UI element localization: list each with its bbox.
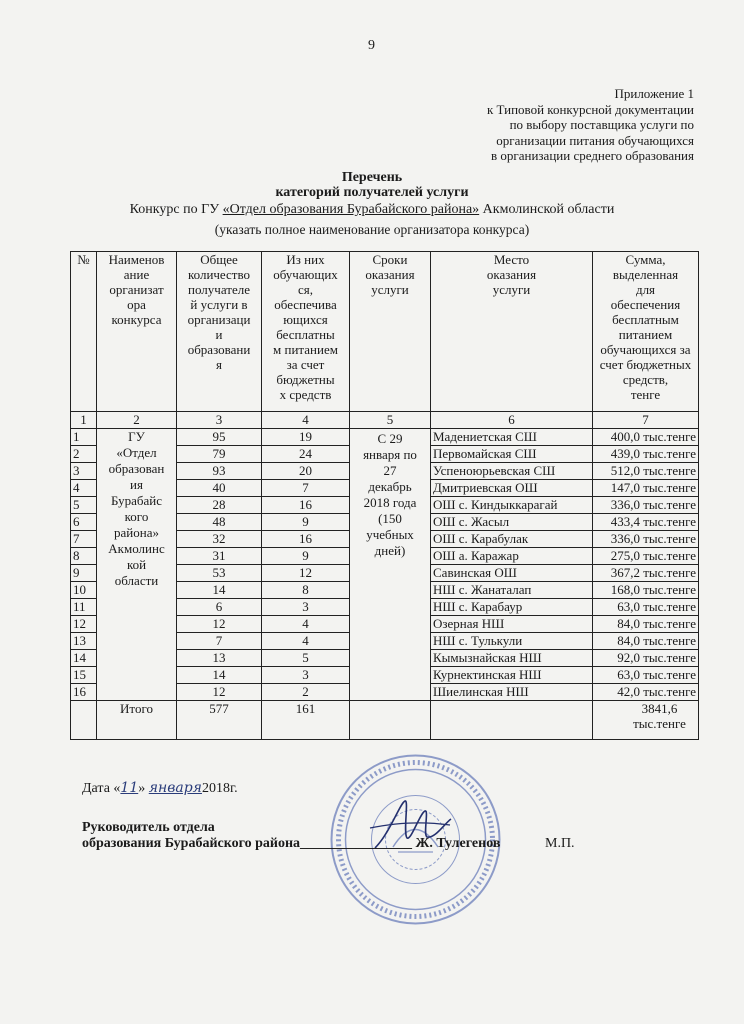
appendix-line: Приложение 1 [614,86,694,101]
service-place-cell: НШ с. Карабаур [431,599,593,616]
date-month: января [148,780,202,796]
total-recipients-cell: 6 [177,599,262,616]
total-recipients-sum: 577 [177,701,262,740]
free-meals-cell: 7 [262,480,350,497]
contest-suffix: Акмолинской области [479,202,615,217]
row-number: 14 [71,650,97,667]
free-meals-cell: 8 [262,582,350,599]
row-number: 1 [71,429,97,446]
amount-cell: 336,0 тыс.тенге [593,497,699,514]
total-recipients-cell: 12 [177,684,262,701]
service-place-cell: ОШ с. Жасыл [431,514,593,531]
header-service-term: Сроки оказания услуги [350,252,431,412]
row-number: 5 [71,497,97,514]
row-number: 15 [71,667,97,684]
header-number: № [71,252,97,412]
date-prefix: Дата « [82,781,121,796]
header-service-place: Место оказания услуги [431,252,593,412]
contest-line [0,202,744,218]
service-place-cell: ОШ с. Киндыккарагай [431,497,593,514]
header-amount: Сумма, выделенная для обеспечения бесплатным питанием обучающихся за счет бюджетных средств, тенге [593,252,699,412]
amount-cell: 512,0 тыс.тенге [593,463,699,480]
column-number: 2 [97,412,177,429]
amount-cell: 63,0 тыс.тенге [593,667,699,684]
service-place-cell: Первомайская СШ [431,446,593,463]
appendix-line: к Типовой конкурсной документации [486,101,694,117]
signature-underline: ________________ [300,836,413,851]
service-place-cell: Шиелинская НШ [431,684,593,701]
free-meals-cell: 4 [262,616,350,633]
service-place-cell: Курнектинская НШ [431,667,593,684]
date-mid: » [138,781,149,796]
header-organizer: Наименов ание организат ора конкурса [97,252,177,412]
amount-cell: 439,0 тыс.тенге [593,446,699,463]
column-number: 5 [350,412,431,429]
title-line-1: Перечень [341,170,403,185]
free-meals-cell: 4 [262,633,350,650]
total-recipients-cell: 13 [177,650,262,667]
free-meals-cell: 5 [262,650,350,667]
service-place-cell: Успеноюрьевская СШ [431,463,593,480]
free-meals-cell: 24 [262,446,350,463]
organizer-cell: ГУ «Отдел образован ия Бурабайс кого района» Акмолинс кой области [97,429,177,701]
free-meals-cell: 9 [262,548,350,565]
contest-organizer: «Отдел образования Бурабайского района» [222,202,480,217]
header-free-meals: Из них обучающих ся, обеспечива ющихся бесплатны м питанием за счет бюджетны х средств [262,252,350,412]
free-meals-cell: 9 [262,514,350,531]
service-place-cell: НШ с. Жанаталап [431,582,593,599]
total-recipients-cell: 28 [177,497,262,514]
title-line-2: категорий получателей услуги [275,185,469,200]
column-number: 6 [431,412,593,429]
date-day: 11 [120,780,139,796]
signature-block [82,820,500,852]
column-number: 3 [177,412,262,429]
free-meals-cell: 12 [262,565,350,582]
appendix-block [487,86,694,164]
service-place-cell: НШ с. Тулькули [431,633,593,650]
column-numbers-row [71,412,699,429]
amount-cell: 336,0 тыс.тенге [593,531,699,548]
free-meals-cell: 20 [262,463,350,480]
service-place-cell: Кымызнайская НШ [431,650,593,667]
row-number: 12 [71,616,97,633]
head-title-line-2 [82,836,500,852]
total-recipients-cell: 48 [177,514,262,531]
total-number-cell [71,701,97,740]
amount-cell: 84,0 тыс.тенге [593,633,699,650]
total-recipients-cell: 7 [177,633,262,650]
free-meals-cell: 3 [262,667,350,684]
head-department: образования Бурабайского района [82,836,301,851]
row-number: 3 [71,463,97,480]
service-term-cell: С 29 января по 27 декабрь 2018 года (150 учебных дней) [350,429,431,701]
total-recipients-cell: 93 [177,463,262,480]
service-place-cell: ОШ а. Каражар [431,548,593,565]
contest-prefix: Конкурс по ГУ [129,202,223,217]
total-row [71,701,699,740]
total-label: Итого [97,701,177,740]
free-meals-cell: 16 [262,531,350,548]
service-place-cell: Мадениетская СШ [431,429,593,446]
amount-cell: 168,0 тыс.тенге [593,582,699,599]
total-recipients-cell: 95 [177,429,262,446]
total-recipients-cell: 12 [177,616,262,633]
row-number: 7 [71,531,97,548]
total-amount: 3841,6 тыс.тенге [593,701,699,740]
row-number: 13 [71,633,97,650]
amount-cell: 400,0 тыс.тенге [593,429,699,446]
table-header-row [71,252,699,412]
row-number: 6 [71,514,97,531]
service-place-cell: ОШ с. Карабулак [431,531,593,548]
table-row [71,429,699,446]
head-name: Ж. Тулегенов [415,836,501,851]
date-line [82,780,238,797]
row-number: 9 [71,565,97,582]
column-number: 1 [71,412,97,429]
total-recipients-cell: 32 [177,531,262,548]
appendix-line: по выбору поставщика услуги по [509,117,694,132]
free-meals-cell: 2 [262,684,350,701]
organizer-hint: (указать полное наименование организатора конкурса) [214,222,530,237]
date-year: 2018г. [201,781,238,796]
total-recipients-cell: 53 [177,565,262,582]
amount-cell: 275,0 тыс.тенге [593,548,699,565]
amount-cell: 92,0 тыс.тенге [593,650,699,667]
page-number: 9 [368,38,375,53]
document-title [0,170,744,200]
amount-cell: 367,2 тыс.тенге [593,565,699,582]
total-recipients-cell: 14 [177,667,262,684]
header-total-recipients: Общее количество получателе й услуги в организаци и образовани я [177,252,262,412]
service-place-cell: Дмитриевская ОШ [431,480,593,497]
amount-cell: 42,0 тыс.тенге [593,684,699,701]
row-number: 4 [71,480,97,497]
amount-cell: 433,4 тыс.тенге [593,514,699,531]
recipients-table [70,251,699,740]
appendix-line: организации питания обучающихся [496,132,694,148]
head-title-line-1: Руководитель отдела [82,820,215,835]
row-number: 2 [71,446,97,463]
total-recipients-cell: 79 [177,446,262,463]
service-place-cell: Савинская ОШ [431,565,593,582]
seal-place-mark: М.П. [545,836,575,851]
free-meals-cell: 16 [262,497,350,514]
service-place-cell: Озерная НШ [431,616,593,633]
total-term-cell [350,701,431,740]
total-recipients-cell: 40 [177,480,262,497]
column-number: 7 [593,412,699,429]
free-meals-cell: 19 [262,429,350,446]
total-recipients-cell: 31 [177,548,262,565]
row-number: 8 [71,548,97,565]
amount-cell: 84,0 тыс.тенге [593,616,699,633]
total-recipients-cell: 14 [177,582,262,599]
appendix-line: в организации среднего образования [491,148,694,163]
row-number: 16 [71,684,97,701]
total-free-meals-sum: 161 [262,701,350,740]
row-number: 11 [71,599,97,616]
total-place-cell [431,701,593,740]
free-meals-cell: 3 [262,599,350,616]
column-number: 4 [262,412,350,429]
amount-cell: 63,0 тыс.тенге [593,599,699,616]
amount-cell: 147,0 тыс.тенге [593,480,699,497]
row-number: 10 [71,582,97,599]
